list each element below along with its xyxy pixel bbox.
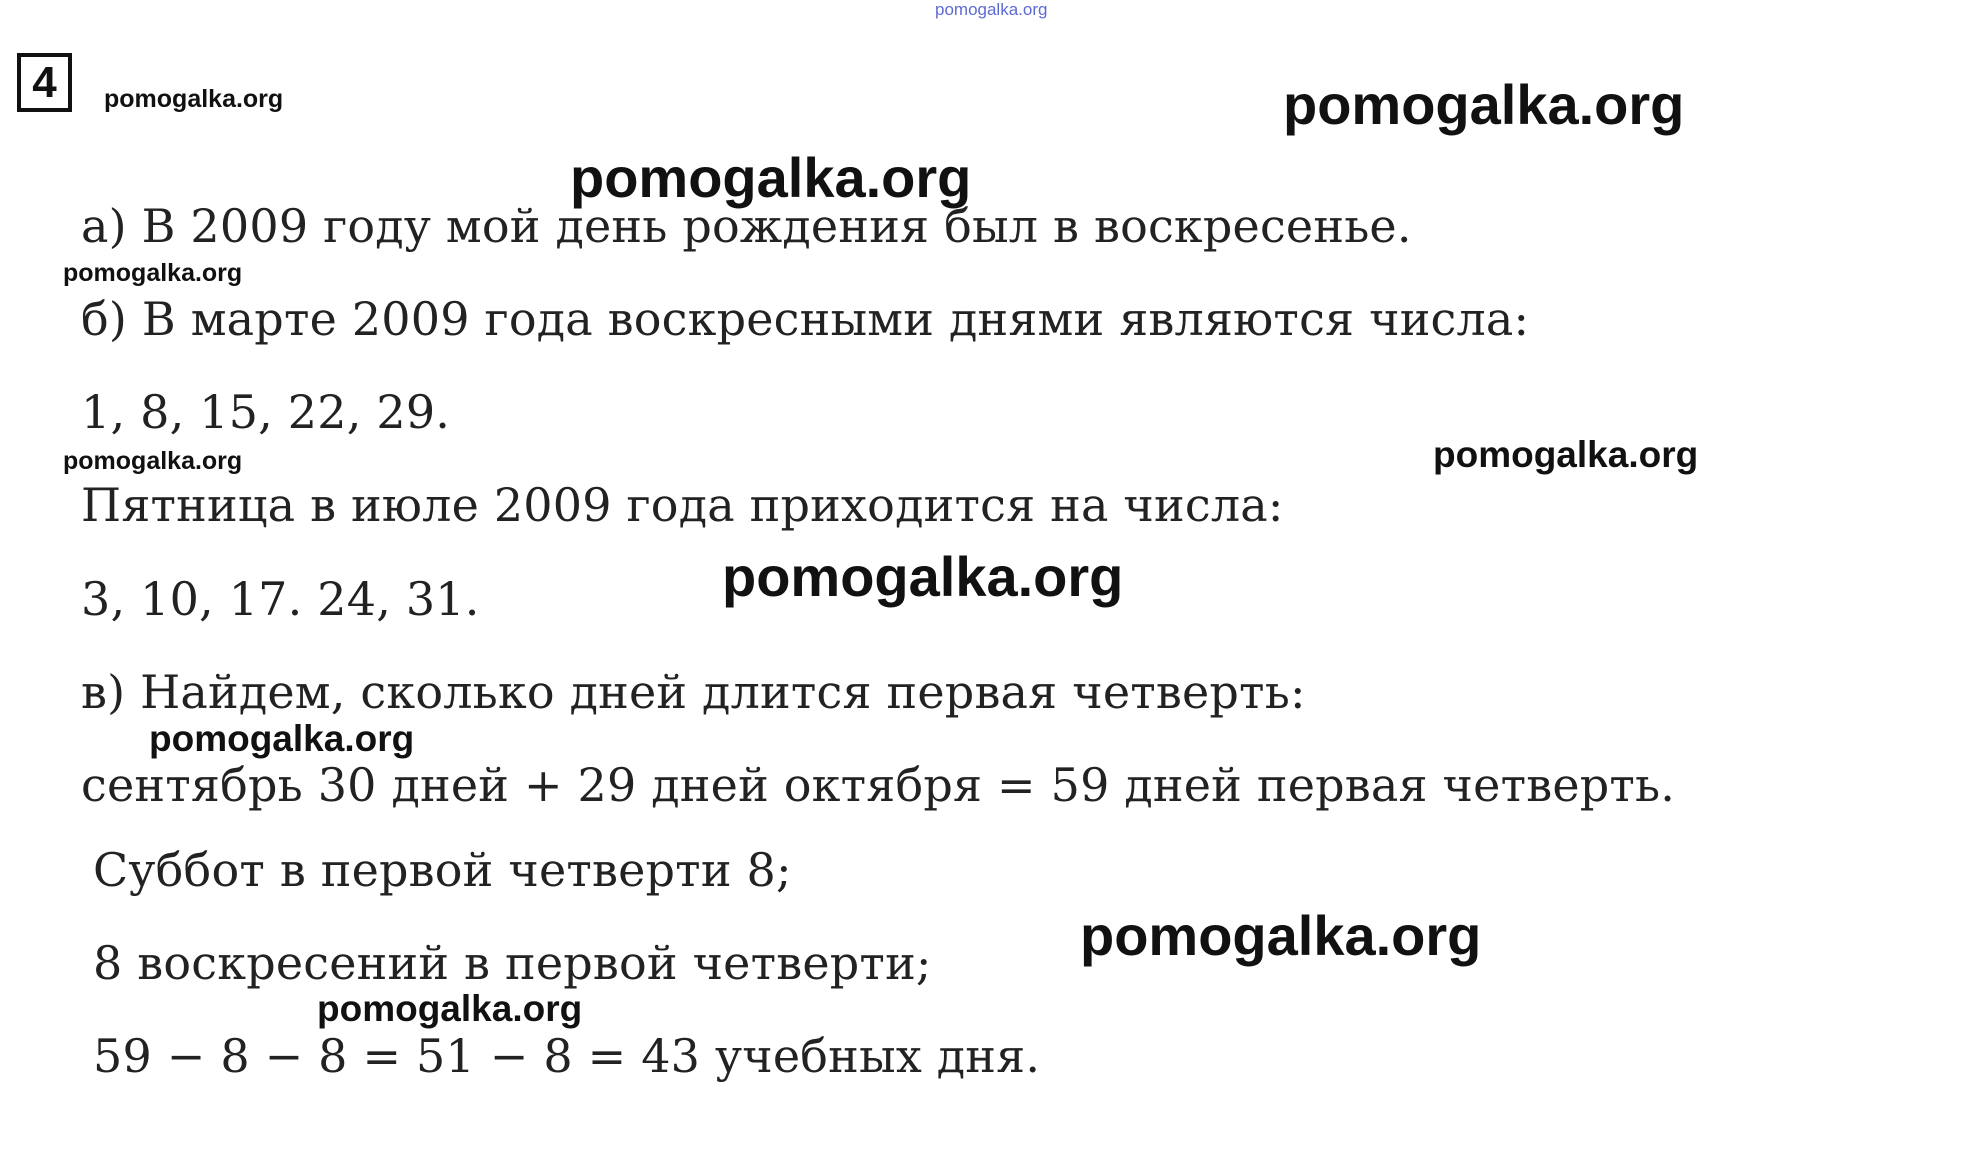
answer-b-line-1: б) В марте 2009 года воскресными днями являются числа: bbox=[81, 292, 1530, 346]
watermark-text: pomogalka.org bbox=[1080, 904, 1482, 967]
top-watermark-link[interactable]: pomogalka.org bbox=[935, 0, 1048, 19]
task-number-box: 4 bbox=[17, 53, 72, 112]
answer-c-line-2: сентябрь 30 дней + 29 дней октября = 59 дней первая четверть. bbox=[81, 758, 1676, 812]
answer-c-line-4: 8 воскресений в первой четверти; bbox=[93, 936, 932, 990]
watermark-text: pomogalka.org bbox=[317, 988, 583, 1029]
watermark-text: pomogalka.org bbox=[63, 259, 243, 287]
answer-b-line-4: 3, 10, 17. 24, 31. bbox=[81, 572, 480, 626]
watermark-text: pomogalka.org bbox=[570, 146, 972, 209]
watermark-text: pomogalka.org bbox=[63, 447, 243, 475]
answer-b-line-2: 1, 8, 15, 22, 29. bbox=[81, 385, 451, 439]
answer-b-line-3: Пятница в июле 2009 года приходится на числа: bbox=[81, 478, 1284, 532]
watermark-text: pomogalka.org bbox=[1283, 73, 1685, 136]
watermark-text: pomogalka.org bbox=[149, 718, 415, 759]
watermark-text: pomogalka.org bbox=[104, 85, 284, 113]
answer-c-line-5: 59 − 8 − 8 = 51 − 8 = 43 учебных дня. bbox=[93, 1029, 1041, 1083]
watermark-text: pomogalka.org bbox=[722, 545, 1124, 608]
answer-c-line-3: Суббот в первой четверти 8; bbox=[93, 843, 792, 897]
answer-c-line-1: в) Найдем, сколько дней длится первая четверть: bbox=[81, 665, 1306, 719]
watermark-text: pomogalka.org bbox=[1433, 434, 1699, 475]
answer-a-line: а) В 2009 году мой день рождения был в воскресенье. bbox=[81, 199, 1412, 253]
